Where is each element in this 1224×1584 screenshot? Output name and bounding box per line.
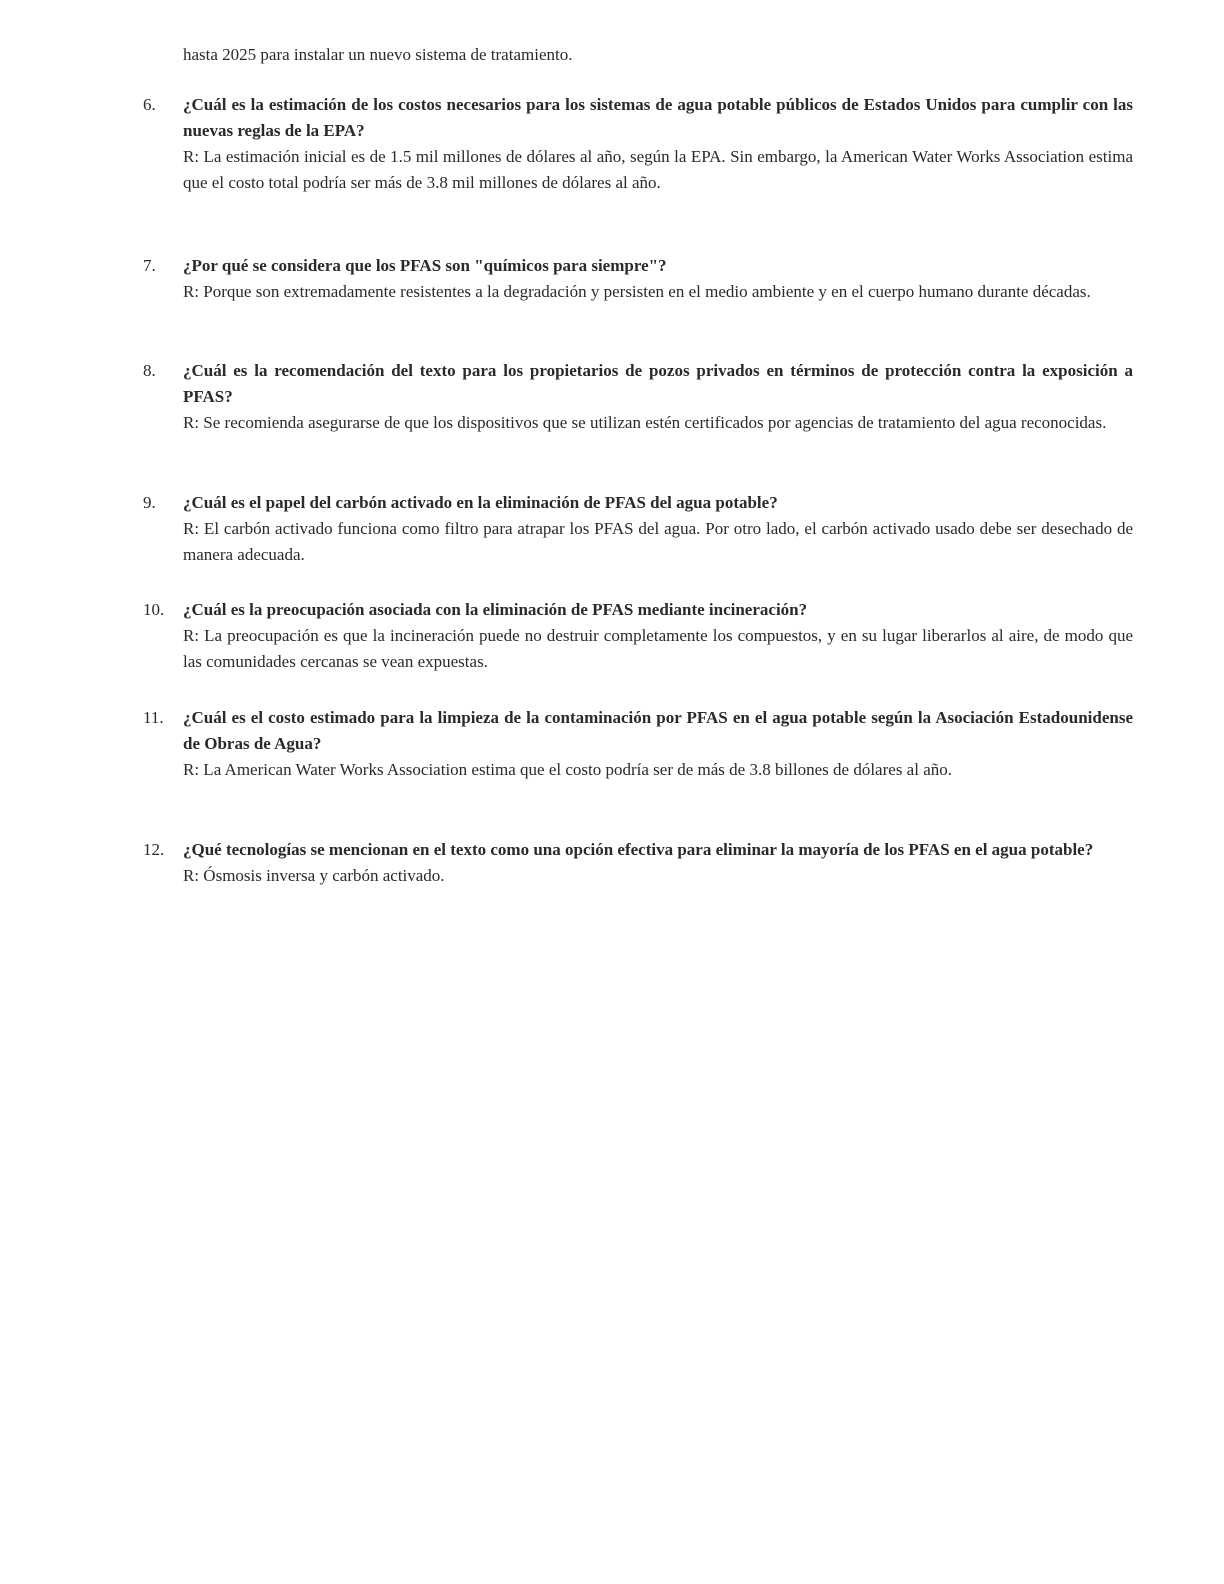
question-text: ¿Qué tecnologías se mencionan en el texto como una opción efectiva para eliminar la mayoría de los PFAS en el agua potable? bbox=[183, 840, 1094, 859]
answer-text: R: El carbón activado funciona como filtro para atrapar los PFAS del agua. Por otro lado, el carbón activado usado debe ser desechado de manera adecuada. bbox=[183, 519, 1133, 564]
qa-item-8 bbox=[143, 358, 1133, 436]
question-text: ¿Cuál es el costo estimado para la limpieza de la contaminación por PFAS en el agua potable según la Asociación Estadounidense de Obras de Agua? bbox=[183, 708, 1133, 753]
item-number: 10. bbox=[143, 600, 165, 619]
question-text: ¿Cuál es el papel del carbón activado en la eliminación de PFAS del agua potable? bbox=[183, 493, 778, 512]
qa-item-12 bbox=[143, 837, 1133, 889]
item-number: 9. bbox=[143, 493, 156, 512]
item-number: 12. bbox=[143, 840, 165, 859]
question-text: ¿Cuál es la preocupación asociada con la eliminación de PFAS mediante incineración? bbox=[183, 600, 808, 619]
answer-text: R: La preocupación es que la incineración puede no destruir completamente los compuestos, y en su lugar liberarlos al aire, de modo que las comunidades cercanas se vean expuestas. bbox=[183, 626, 1133, 671]
item-number: 6. bbox=[143, 95, 156, 114]
qa-item-7 bbox=[143, 253, 1133, 305]
qa-item-10 bbox=[143, 597, 1133, 675]
item-number: 8. bbox=[143, 361, 156, 380]
question-text: ¿Cuál es la recomendación del texto para los propietarios de pozos privados en términos de protección contra la exposición a PFAS? bbox=[183, 361, 1133, 406]
intro-paragraph: hasta 2025 para instalar un nuevo sistema de tratamiento. bbox=[183, 45, 573, 64]
answer-text: R: La American Water Works Association estima que el costo podría ser de más de 3.8 billones de dólares al año. bbox=[183, 760, 952, 779]
item-number: 11. bbox=[143, 708, 164, 727]
qa-item-11 bbox=[143, 705, 1133, 783]
question-text: ¿Por qué se considera que los PFAS son "químicos para siempre"? bbox=[183, 256, 667, 275]
answer-text: R: Se recomienda asegurarse de que los dispositivos que se utilizan estén certificados por agencias de tratamiento del agua reconocidas. bbox=[183, 413, 1107, 432]
qa-item-6 bbox=[143, 92, 1133, 196]
qa-item-9 bbox=[143, 490, 1133, 568]
answer-text: R: Ósmosis inversa y carbón activado. bbox=[183, 866, 445, 885]
answer-text: R: La estimación inicial es de 1.5 mil millones de dólares al año, según la EPA. Sin embargo, la American Water Works Association estima que el costo total podría ser más de 3.8 mil millones de dólares al año. bbox=[183, 147, 1133, 192]
answer-text: R: Porque son extremadamente resistentes a la degradación y persisten en el medio ambiente y en el cuerpo humano durante décadas. bbox=[183, 282, 1091, 301]
item-number: 7. bbox=[143, 256, 156, 275]
question-text: ¿Cuál es la estimación de los costos necesarios para los sistemas de agua potable públicos de Estados Unidos para cumplir con las nuevas reglas de la EPA? bbox=[183, 95, 1133, 140]
